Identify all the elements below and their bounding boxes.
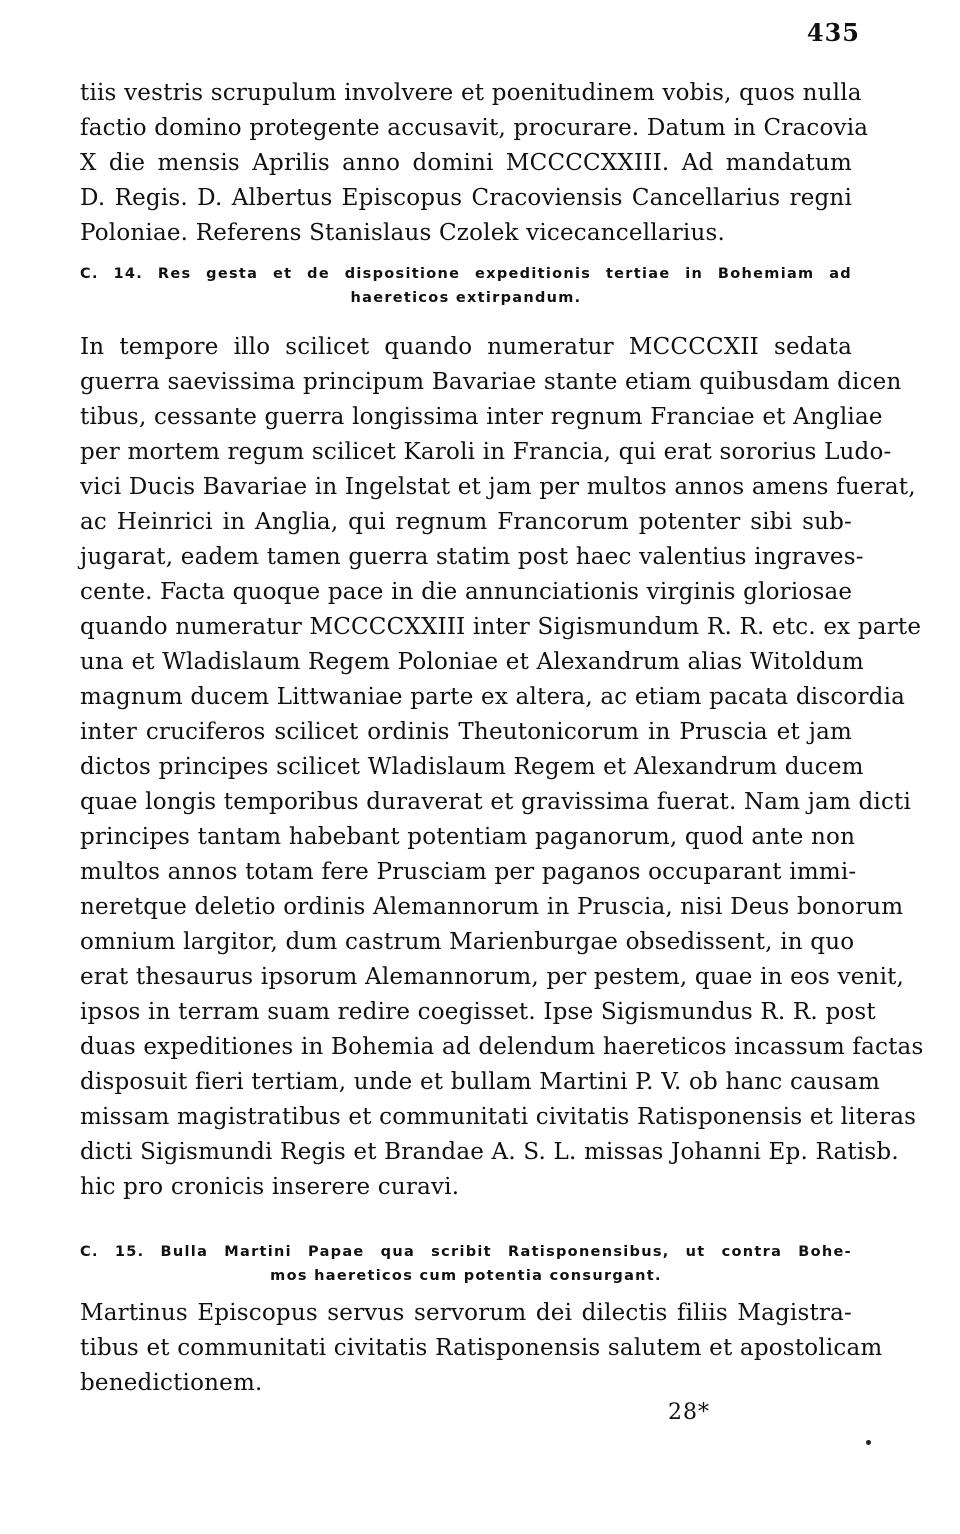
narrative-line: omnium largitor, dum castrum Marienburgae obsedissent, in quo bbox=[80, 929, 855, 955]
letter-ending-line: X die mensis Aprilis anno domini MCCCCXXIII. Ad mandatum bbox=[80, 150, 852, 176]
narrative-line: ipsos in terram suam redire coegisset. Ipse Sigismundus R. R. post bbox=[80, 999, 876, 1025]
narrative-line: tibus, cessante guerra longissima inter regnum Franciae et Angliae bbox=[80, 404, 883, 430]
letter-ending-line: factio domino protegente accusavit, procurare. Datum in Cracovia bbox=[80, 115, 869, 141]
narrative-line: neretque deletio ordinis Alemannorum in Pruscia, nisi Deus bonorum bbox=[80, 894, 904, 920]
narrative-line: principes tantam habebant potentiam paganorum, quod ante non bbox=[80, 824, 856, 850]
letter-ending-line: D. Regis. D. Albertus Episcopus Cracoviensis Cancellarius regni bbox=[80, 185, 852, 211]
bull-opening-line: Martinus Episcopus servus servorum dei dilectis filiis Magistra- bbox=[80, 1300, 852, 1326]
chapter-heading-15-line-2: mos haereticos cum potentia consurgant. bbox=[270, 1268, 662, 1284]
bull-opening-line: tibus et communitati civitatis Ratisponensis salutem et apostolicam bbox=[80, 1335, 883, 1361]
narrative-line: cente. Facta quoque pace in die annunciationis virginis gloriosae bbox=[80, 579, 853, 605]
narrative-line: vici Ducis Bavariae in Ingelstat et jam per multos annos amens fuerat, bbox=[80, 474, 916, 500]
paragraph-narrative bbox=[80, 330, 924, 1205]
chapter-heading-14-line-1: C. 14. Res gesta et de dispositione expeditionis tertiae in Bohemiam ad bbox=[80, 266, 852, 282]
narrative-line: per mortem regum scilicet Karoli in Francia, qui erat sororius Ludo- bbox=[80, 439, 892, 465]
narrative-line: guerra saevissima principum Bavariae stante etiam quibusdam dicen bbox=[80, 369, 902, 395]
narrative-line: multos annos totam fere Prusciam per paganos occuparant immi- bbox=[80, 859, 857, 885]
paragraph-letter-ending bbox=[80, 76, 869, 251]
narrative-line: quando numeratur MCCCCXXIII inter Sigismundum R. R. etc. ex parte bbox=[80, 614, 922, 640]
printer-signature-mark: 28* bbox=[668, 1400, 710, 1425]
bull-opening-line: benedictionem. bbox=[80, 1370, 263, 1396]
chapter-heading-14 bbox=[80, 262, 852, 310]
narrative-line: hic pro cronicis inserere curavi. bbox=[80, 1174, 460, 1200]
narrative-line: missam magistratibus et communitati civitatis Ratisponensis et literas bbox=[80, 1104, 917, 1130]
narrative-line: jugarat, eadem tamen guerra statim post haec valentius ingraves- bbox=[80, 544, 864, 570]
chapter-heading-14-line-2: haereticos extirpandum. bbox=[350, 290, 582, 306]
page-number: 435 bbox=[806, 18, 860, 47]
narrative-line: una et Wladislaum Regem Poloniae et Alexandrum alias Witoldum bbox=[80, 649, 864, 675]
narrative-line: disposuit fieri tertiam, unde et bullam Martini P. V. ob hanc causam bbox=[80, 1069, 880, 1095]
narrative-line: In tempore illo scilicet quando numeratur MCCCCXII sedata bbox=[80, 334, 852, 360]
narrative-line: erat thesaurus ipsorum Alemannorum, per pestem, quae in eos venit, bbox=[80, 964, 905, 990]
narrative-line: dictos principes scilicet Wladislaum Regem et Alexandrum ducem bbox=[80, 754, 864, 780]
narrative-line: duas expeditiones in Bohemia ad delendum haereticos incassum factas bbox=[80, 1034, 924, 1060]
narrative-line: ac Heinrici in Anglia, qui regnum Francorum potenter sibi sub- bbox=[80, 509, 852, 535]
chapter-heading-15 bbox=[80, 1240, 852, 1288]
paragraph-bull-opening bbox=[80, 1296, 883, 1401]
letter-ending-line: tiis vestris scrupulum involvere et poenitudinem vobis, quos nulla bbox=[80, 80, 862, 106]
chapter-heading-15-line-1: C. 15. Bulla Martini Papae qua scribit Ratisponensibus, ut contra Bohe- bbox=[80, 1244, 852, 1260]
stray-dot-mark bbox=[866, 1440, 871, 1445]
letter-ending-line: Poloniae. Referens Stanislaus Czolek vicecancellarius. bbox=[80, 220, 725, 246]
narrative-line: quae longis temporibus duraverat et gravissima fuerat. Nam jam dicti bbox=[80, 789, 912, 815]
narrative-line: inter cruciferos scilicet ordinis Theutonicorum in Pruscia et jam bbox=[80, 719, 852, 745]
narrative-line: magnum ducem Littwaniae parte ex altera, ac etiam pacata discordia bbox=[80, 684, 906, 710]
narrative-line: dicti Sigismundi Regis et Brandae A. S. L. missas Johanni Ep. Ratisb. bbox=[80, 1139, 899, 1165]
